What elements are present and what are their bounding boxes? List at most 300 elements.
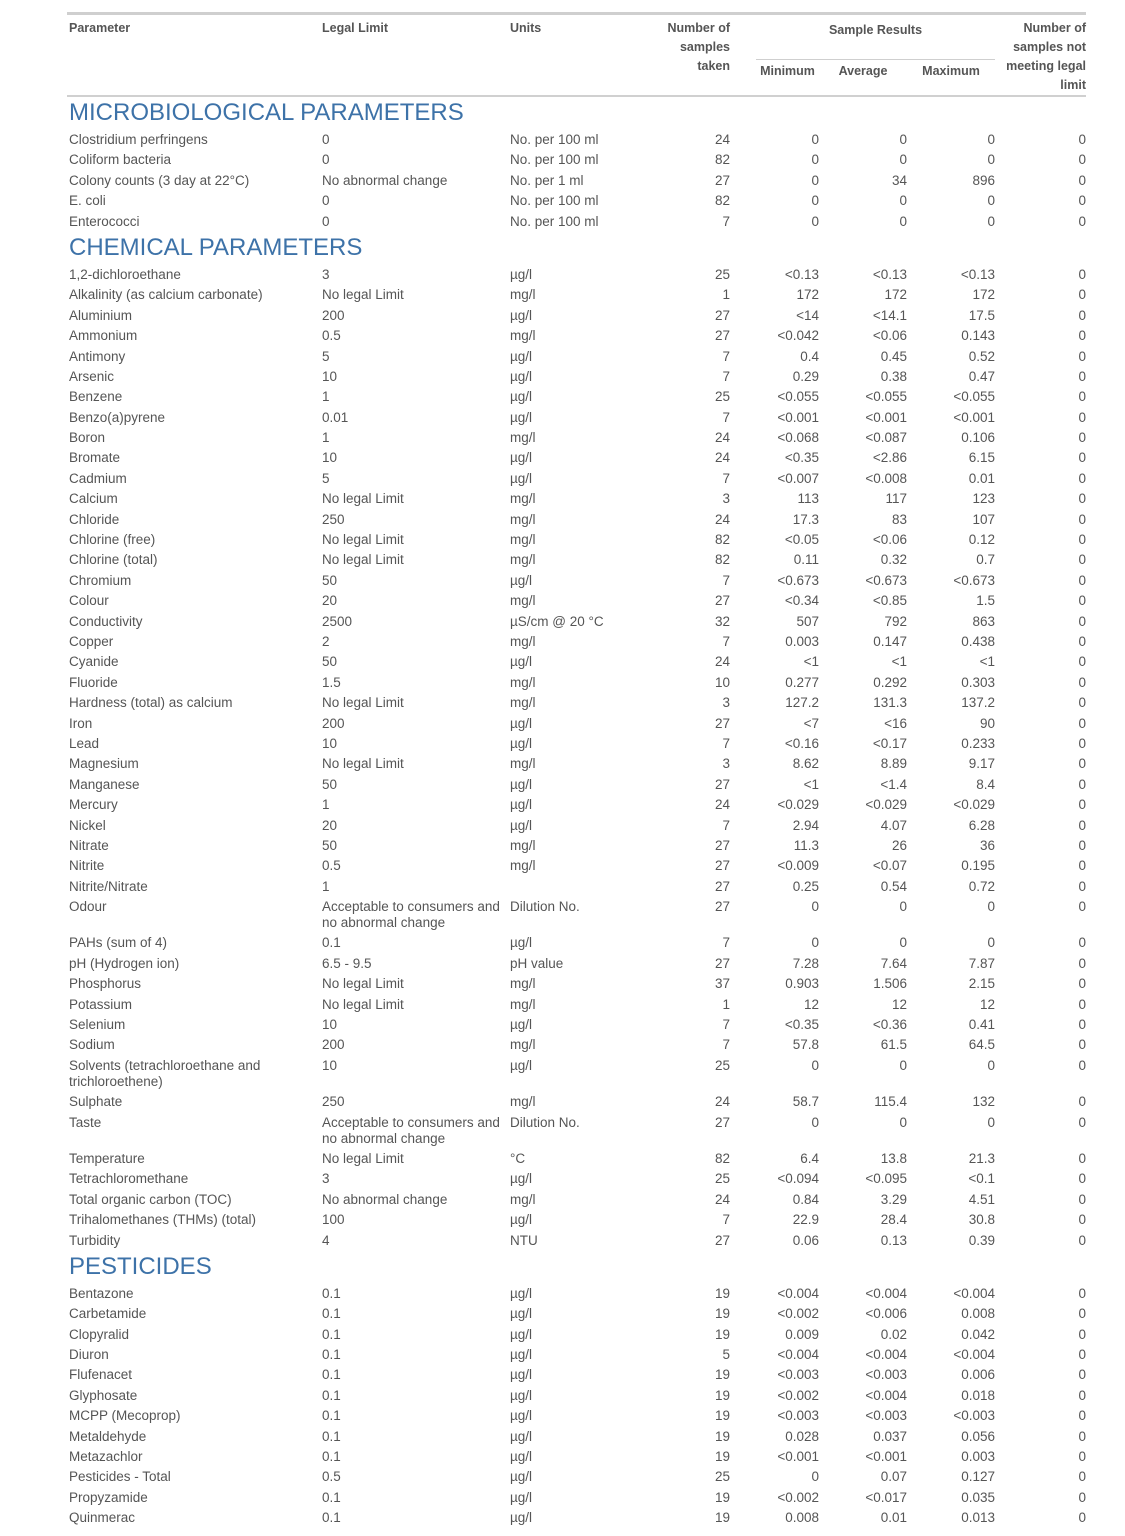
legal-limit-cell: 0.1 <box>322 1510 341 1526</box>
not-meeting-cell: 0 <box>1078 470 1086 486</box>
average-cell: 7.64 <box>880 955 907 971</box>
samples-taken-cell: 5 <box>722 1347 730 1363</box>
not-meeting-cell: 0 <box>1078 368 1086 384</box>
maximum-cell: 0.106 <box>961 430 995 446</box>
samples-taken-cell: 27 <box>714 837 730 853</box>
average-cell: 8.89 <box>880 756 907 772</box>
maximum-cell: <0.13 <box>960 266 995 282</box>
maximum-cell: 137.2 <box>961 695 995 711</box>
samples-taken-cell: 27 <box>714 307 730 323</box>
average-cell: <0.017 <box>865 1489 907 1505</box>
parameter-cell: Chloride <box>69 511 120 527</box>
samples-taken-cell: 32 <box>714 613 730 629</box>
parameter-cell: Tetrachloromethane <box>69 1171 189 1187</box>
units-cell: µg/l <box>510 935 533 951</box>
minimum-cell: <7 <box>803 715 819 731</box>
minimum-cell: 0 <box>811 132 819 147</box>
samples-taken-cell: 7 <box>722 348 730 364</box>
average-cell: <0.85 <box>872 593 907 609</box>
units-cell: µg/l <box>510 1510 533 1526</box>
units-cell: µg/l <box>510 797 533 813</box>
samples-taken-cell: 19 <box>714 1387 730 1403</box>
table-row <box>67 632 1086 652</box>
legal-limit-cell: 200 <box>322 307 345 323</box>
samples-taken-cell: 7 <box>722 935 730 951</box>
samples-taken-cell: 27 <box>714 776 730 792</box>
table-row <box>67 1015 1086 1035</box>
legal-limit-cell: 0.1 <box>322 1285 341 1301</box>
average-cell: <0.003 <box>865 1408 907 1424</box>
legal-limit-cell: 0.1 <box>322 1326 341 1342</box>
table-row <box>67 693 1086 713</box>
units-cell: mg/l <box>510 1037 536 1053</box>
samples-taken-cell: 19 <box>714 1367 730 1383</box>
minimum-cell: 6.4 <box>800 1150 819 1166</box>
samples-taken-cell: 19 <box>714 1306 730 1322</box>
legal-limit-cell: 10 <box>322 368 338 384</box>
average-cell: <14.1 <box>872 307 907 323</box>
average-cell: 28.4 <box>880 1212 907 1228</box>
section-heading-row <box>67 97 1086 130</box>
not-meeting-cell: 0 <box>1078 735 1086 751</box>
parameter-cell: Turbidity <box>69 1232 121 1248</box>
maximum-cell: 0.003 <box>961 1449 995 1465</box>
not-meeting-cell: 0 <box>1078 654 1086 670</box>
table-row <box>67 347 1086 367</box>
average-cell: <1 <box>891 654 907 670</box>
legal-limit-cell: 50 <box>322 837 338 853</box>
units-cell: µg/l <box>510 1017 533 1033</box>
not-meeting-cell: 0 <box>1078 858 1086 874</box>
samples-taken-cell: 7 <box>722 735 730 751</box>
parameter-cell: Flufenacet <box>69 1367 133 1383</box>
table-row <box>67 1365 1086 1385</box>
parameter-cell: Selenium <box>69 1017 126 1033</box>
parameter-cell: Clostridium perfringens <box>69 132 208 147</box>
parameter-cell: Coliform bacteria <box>69 152 172 168</box>
parameter-cell: pH (Hydrogen ion) <box>69 955 180 971</box>
samples-taken-cell: 7 <box>722 1212 730 1228</box>
not-meeting-cell: 0 <box>1078 532 1086 548</box>
parameter-cell: Chromium <box>69 572 132 588</box>
header-not-meeting-line: meeting legal <box>1006 59 1086 73</box>
minimum-cell: 0.008 <box>785 1510 819 1526</box>
maximum-cell: 0.01 <box>968 470 995 486</box>
maximum-cell: 0.12 <box>968 532 995 548</box>
units-cell: mg/l <box>510 532 536 548</box>
maximum-cell: 0.39 <box>968 1232 995 1248</box>
minimum-cell: 0.29 <box>792 368 819 384</box>
not-meeting-cell: 0 <box>1078 172 1086 188</box>
table-row <box>67 591 1086 611</box>
parameter-cell: Benzo(a)pyrene <box>69 409 166 425</box>
minimum-cell: <0.007 <box>777 470 819 486</box>
not-meeting-cell: 0 <box>1078 715 1086 731</box>
minimum-cell: 58.7 <box>792 1094 819 1110</box>
minimum-cell: <0.003 <box>777 1367 819 1383</box>
maximum-cell: 6.28 <box>968 817 995 833</box>
units-cell: µg/l <box>510 1428 533 1444</box>
average-cell: 0 <box>899 1057 907 1073</box>
parameter-cell: Conductivity <box>69 613 143 629</box>
parameter-cell: Nitrite/Nitrate <box>69 878 148 894</box>
section-title: PESTICIDES <box>69 1252 212 1280</box>
parameter-cell: Hardness (total) as calcium <box>69 695 233 711</box>
maximum-cell: 17.5 <box>968 307 995 323</box>
minimum-cell: <0.094 <box>777 1171 819 1187</box>
minimum-cell: 0 <box>811 1469 819 1485</box>
parameter-cell: Metaldehyde <box>69 1428 147 1444</box>
units-cell: µg/l <box>510 1057 533 1073</box>
units-cell: No. per 100 ml <box>510 152 599 168</box>
average-cell: 61.5 <box>880 1037 907 1053</box>
units-cell: mg/l <box>510 674 536 690</box>
table-row <box>67 673 1086 693</box>
section-heading-row <box>67 232 1086 265</box>
not-meeting-cell: 0 <box>1078 152 1086 168</box>
not-meeting-cell: 0 <box>1078 899 1086 915</box>
average-cell: <0.673 <box>865 572 907 588</box>
not-meeting-cell: 0 <box>1078 511 1086 527</box>
not-meeting-cell: 0 <box>1078 1285 1086 1301</box>
maximum-cell: 0 <box>987 1114 995 1130</box>
legal-limit-cell: 0.1 <box>322 1347 341 1363</box>
average-cell: 4.07 <box>880 817 907 833</box>
parameter-cell: Calcium <box>69 491 118 507</box>
table-row <box>67 995 1086 1015</box>
section-title: CHEMICAL PARAMETERS <box>69 233 363 261</box>
table-row <box>67 1508 1086 1528</box>
minimum-cell: 22.9 <box>792 1212 819 1228</box>
samples-taken-cell: 7 <box>722 1037 730 1053</box>
average-cell: <0.029 <box>865 797 907 813</box>
samples-taken-cell: 7 <box>722 470 730 486</box>
parameter-cell: Pesticides - Total <box>69 1469 171 1485</box>
legal-limit-cell: 1.5 <box>322 674 341 690</box>
not-meeting-cell: 0 <box>1078 1191 1086 1207</box>
legal-limit-cell: No legal Limit <box>322 532 404 548</box>
parameter-cell: Manganese <box>69 776 140 792</box>
average-cell: <0.055 <box>865 389 907 405</box>
not-meeting-cell: 0 <box>1078 1408 1086 1424</box>
minimum-cell: <0.16 <box>784 735 819 751</box>
minimum-cell: <0.029 <box>777 797 819 813</box>
samples-taken-cell: 7 <box>722 817 730 833</box>
minimum-cell: 57.8 <box>792 1037 819 1053</box>
samples-taken-cell: 27 <box>714 715 730 731</box>
samples-taken-cell: 27 <box>714 172 730 188</box>
parameter-cell: Cadmium <box>69 470 127 486</box>
average-cell: 0.54 <box>880 878 907 894</box>
units-cell: µg/l <box>510 1469 533 1485</box>
legal-limit-cell: 0.5 <box>322 1469 341 1485</box>
table-row <box>67 1284 1086 1304</box>
parameter-cell: Mercury <box>69 797 118 813</box>
table-row <box>67 1169 1086 1189</box>
samples-taken-cell: 24 <box>714 797 730 813</box>
legal-limit-cell: 50 <box>322 572 338 588</box>
table-row <box>67 571 1086 591</box>
not-meeting-cell: 0 <box>1078 193 1086 209</box>
parameter-cell: Chlorine (total) <box>69 552 158 568</box>
not-meeting-cell: 0 <box>1078 756 1086 772</box>
units-cell: µg/l <box>510 470 533 486</box>
samples-taken-cell: 27 <box>714 1232 730 1248</box>
minimum-cell: 0 <box>811 1057 819 1073</box>
units-cell: mg/l <box>510 430 536 446</box>
parameter-cell: Bentazone <box>69 1285 134 1301</box>
table-row <box>67 954 1086 974</box>
samples-taken-cell: 24 <box>714 430 730 446</box>
samples-taken-cell: 7 <box>722 1017 730 1033</box>
table-row <box>67 1427 1086 1447</box>
table-row <box>67 469 1086 489</box>
units-cell: mg/l <box>510 552 536 568</box>
samples-taken-cell: 19 <box>714 1489 730 1505</box>
maximum-cell: 30.8 <box>968 1212 995 1228</box>
parameter-cell: Propyzamide <box>69 1489 148 1505</box>
maximum-cell: 0 <box>987 935 995 951</box>
not-meeting-cell: 0 <box>1078 1428 1086 1444</box>
average-cell: 0.32 <box>880 552 907 568</box>
table-row <box>67 326 1086 346</box>
table-row <box>67 1304 1086 1324</box>
minimum-cell: <0.34 <box>784 593 819 609</box>
samples-taken-cell: 27 <box>714 899 730 915</box>
legal-limit-cell: 0.1 <box>322 1449 341 1465</box>
table-row <box>67 877 1086 897</box>
average-cell: 83 <box>891 511 907 527</box>
legal-limit-cell: 20 <box>322 593 338 609</box>
samples-taken-cell: 7 <box>722 633 730 649</box>
parameter-cell: 1,2-dichloroethane <box>69 266 181 282</box>
not-meeting-cell: 0 <box>1078 572 1086 588</box>
table-row <box>67 428 1086 448</box>
average-cell: <0.006 <box>865 1306 907 1322</box>
table-row <box>67 775 1086 795</box>
average-cell: 0.037 <box>873 1428 907 1444</box>
minimum-cell: <0.042 <box>777 328 819 344</box>
not-meeting-cell: 0 <box>1078 955 1086 971</box>
table-row <box>67 285 1086 305</box>
legal-limit-cell: No legal Limit <box>322 1150 404 1166</box>
units-cell: Dilution No. <box>510 899 580 915</box>
maximum-cell: <0.003 <box>953 1408 995 1424</box>
table-row <box>67 448 1086 468</box>
minimum-cell: 0.009 <box>785 1326 819 1342</box>
maximum-cell: 0 <box>987 899 995 915</box>
maximum-cell: <0.1 <box>968 1171 995 1187</box>
units-cell: µg/l <box>510 1408 533 1424</box>
minimum-cell: 0.84 <box>792 1191 819 1207</box>
average-cell: 0.07 <box>880 1469 907 1485</box>
minimum-cell: <1 <box>803 654 819 670</box>
legal-limit-cell: 0.1 <box>322 1408 341 1424</box>
minimum-cell: 0 <box>811 935 819 951</box>
parameter-cell: Lead <box>69 735 100 751</box>
not-meeting-cell: 0 <box>1078 1150 1086 1166</box>
minimum-cell: 0.028 <box>785 1428 819 1444</box>
table-row <box>67 1149 1086 1169</box>
units-cell: mg/l <box>510 491 536 507</box>
not-meeting-cell: 0 <box>1078 1367 1086 1383</box>
legal-limit-cell: 0.1 <box>322 1306 341 1322</box>
maximum-cell: 2.15 <box>968 976 995 992</box>
average-cell: <0.17 <box>872 735 907 751</box>
samples-taken-cell: 27 <box>714 955 730 971</box>
samples-taken-cell: 19 <box>714 1326 730 1342</box>
minimum-cell: <0.002 <box>777 1306 819 1322</box>
samples-taken-cell: 27 <box>714 858 730 874</box>
header-sample-results: Sample Results <box>756 15 995 60</box>
units-cell: µg/l <box>510 1306 533 1322</box>
average-cell: 0 <box>899 1114 907 1130</box>
units-cell: mg/l <box>510 976 536 992</box>
legal-limit-cell: Acceptable to consumers and no abnormal change <box>322 1114 500 1146</box>
table-row <box>67 1056 1086 1092</box>
table-row <box>67 1113 1086 1149</box>
average-cell: <0.004 <box>865 1285 907 1301</box>
not-meeting-cell: 0 <box>1078 1489 1086 1505</box>
legal-limit-cell: 50 <box>322 776 338 792</box>
minimum-cell: 0.11 <box>793 552 819 568</box>
maximum-cell: 863 <box>972 613 995 629</box>
average-cell: 0.292 <box>873 674 907 690</box>
samples-taken-cell: 24 <box>714 132 730 147</box>
table-row <box>67 652 1086 672</box>
parameter-cell: Antimony <box>69 348 126 364</box>
units-cell: µg/l <box>510 450 533 466</box>
average-cell: 13.8 <box>880 1150 907 1166</box>
legal-limit-cell: 5 <box>322 348 330 364</box>
minimum-cell: <0.004 <box>777 1347 819 1363</box>
units-cell: mg/l <box>510 1094 536 1110</box>
average-cell: <0.06 <box>872 328 907 344</box>
units-cell: µg/l <box>510 817 533 833</box>
table-row <box>67 1386 1086 1406</box>
legal-limit-cell: 200 <box>322 715 345 731</box>
maximum-cell: <0.004 <box>953 1285 995 1301</box>
samples-taken-cell: 27 <box>714 593 730 609</box>
average-cell: 115.4 <box>874 1094 907 1110</box>
minimum-cell: <0.35 <box>784 1017 819 1033</box>
not-meeting-cell: 0 <box>1078 996 1086 1012</box>
header-parameter: Parameter <box>69 21 131 35</box>
legal-limit-cell: No legal Limit <box>322 756 404 772</box>
maximum-cell: 0.042 <box>961 1326 995 1342</box>
units-cell: No. per 100 ml <box>510 193 599 209</box>
legal-limit-cell: No abnormal change <box>322 172 448 188</box>
table-row <box>67 1190 1086 1210</box>
units-cell: mg/l <box>510 287 536 303</box>
table-row <box>67 795 1086 815</box>
not-meeting-cell: 0 <box>1078 1017 1086 1033</box>
samples-taken-cell: 3 <box>722 695 730 711</box>
not-meeting-cell: 0 <box>1078 1114 1086 1130</box>
legal-limit-cell: 3 <box>322 1171 330 1187</box>
table-row <box>67 897 1086 933</box>
header-units: Units <box>510 21 542 35</box>
legal-limit-cell: No legal Limit <box>322 976 404 992</box>
legal-limit-cell: 0.1 <box>322 1428 341 1444</box>
average-cell: 0 <box>899 899 907 915</box>
samples-taken-cell: 25 <box>714 389 730 405</box>
maximum-cell: 0.018 <box>961 1387 995 1403</box>
average-cell: 131.3 <box>873 695 907 711</box>
parameter-cell: Carbetamide <box>69 1306 147 1322</box>
parameter-cell: Quinmerac <box>69 1510 136 1526</box>
average-cell: 0.147 <box>873 633 907 649</box>
legal-limit-cell: 250 <box>322 1094 345 1110</box>
not-meeting-cell: 0 <box>1078 1306 1086 1322</box>
table-row <box>67 1092 1086 1112</box>
average-cell: 0 <box>899 213 907 229</box>
minimum-cell: <1 <box>803 776 819 792</box>
average-cell: 0.13 <box>880 1232 907 1248</box>
not-meeting-cell: 0 <box>1078 633 1086 649</box>
legal-limit-cell: 2 <box>322 633 330 649</box>
maximum-cell: 0.47 <box>968 368 995 384</box>
legal-limit-cell: 10 <box>322 1017 338 1033</box>
legal-limit-cell: 0.1 <box>322 1489 341 1505</box>
minimum-cell: 0 <box>811 152 819 168</box>
units-cell: mg/l <box>510 328 536 344</box>
table-row <box>67 265 1086 285</box>
legal-limit-cell: 100 <box>322 1212 345 1228</box>
section-heading-row <box>67 1251 1086 1284</box>
samples-taken-cell: 82 <box>714 152 730 168</box>
units-cell: mg/l <box>510 511 536 527</box>
not-meeting-cell: 0 <box>1078 1171 1086 1187</box>
parameter-cell: Total organic carbon (TOC) <box>69 1191 232 1207</box>
table-body <box>67 97 1086 1529</box>
parameter-cell: Metazachlor <box>69 1449 143 1465</box>
minimum-cell: 172 <box>796 287 819 303</box>
minimum-cell: 113 <box>797 491 819 507</box>
units-cell: mg/l <box>510 633 536 649</box>
samples-taken-cell: 27 <box>714 328 730 344</box>
table-row <box>67 1231 1086 1251</box>
not-meeting-cell: 0 <box>1078 1037 1086 1053</box>
legal-limit-cell: No legal Limit <box>322 996 404 1012</box>
parameter-cell: Magnesium <box>69 756 139 772</box>
legal-limit-cell: 0.5 <box>322 858 341 874</box>
parameter-cell: Sulphate <box>69 1094 123 1110</box>
minimum-cell: <0.002 <box>777 1489 819 1505</box>
parameter-cell: Potassium <box>69 996 133 1012</box>
parameter-cell: Cyanide <box>69 654 119 670</box>
table-row <box>67 387 1086 407</box>
average-cell: <0.004 <box>865 1347 907 1363</box>
table-row <box>67 734 1086 754</box>
samples-taken-cell: 7 <box>722 213 730 229</box>
maximum-cell: 0.52 <box>968 348 995 364</box>
minimum-cell: 0.25 <box>792 878 819 894</box>
table-row <box>67 1210 1086 1230</box>
parameter-cell: Aluminium <box>69 307 133 323</box>
parameter-cell: Boron <box>69 430 106 446</box>
table-row <box>67 1035 1086 1055</box>
units-cell: µg/l <box>510 1326 533 1342</box>
not-meeting-cell: 0 <box>1078 266 1086 282</box>
units-cell: No. per 100 ml <box>510 132 599 147</box>
parameter-cell: Trihalomethanes (THMs) (total) <box>69 1212 257 1228</box>
maximum-cell: 0.127 <box>961 1469 995 1485</box>
parameter-cell: Bromate <box>69 450 121 466</box>
table-row <box>67 408 1086 428</box>
table-row <box>67 1325 1086 1345</box>
units-cell: µg/l <box>510 776 533 792</box>
